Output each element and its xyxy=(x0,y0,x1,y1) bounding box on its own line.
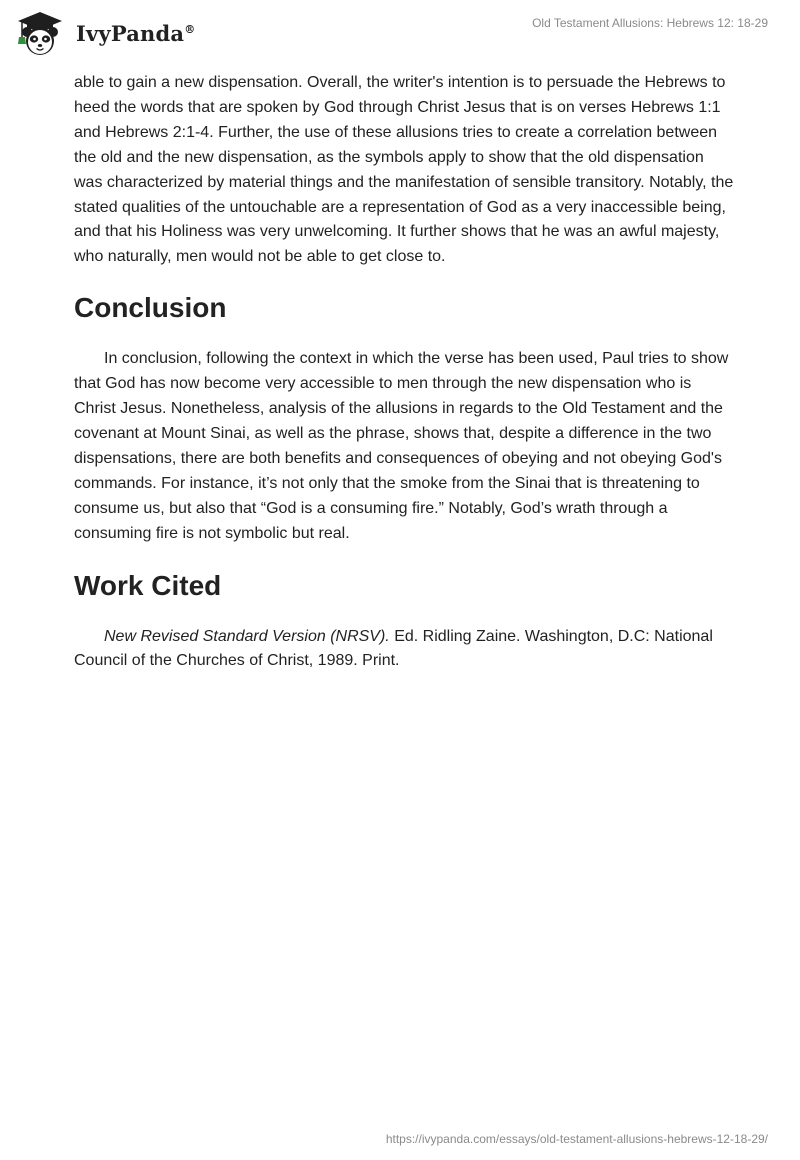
logo-wordmark xyxy=(76,21,195,46)
essay-content xyxy=(74,71,734,674)
conclusion-heading: Conclusion xyxy=(74,292,227,324)
logo-name: IvyPanda xyxy=(76,20,185,46)
ivypanda-logo[interactable] xyxy=(14,8,195,58)
citation-entry xyxy=(74,625,734,675)
works-cited-heading: Work Cited xyxy=(74,569,222,601)
registered-mark: ® xyxy=(184,22,196,36)
footer-url[interactable]: https://ivypanda.com/essays/old-testament-allusions-hebrews-12-18-29/ xyxy=(385,1132,768,1146)
conclusion-paragraph: In conclusion, following the context in which the verse has been used, Paul tries to show that God has now become very accessible to men through the new dispensation who is Christ Jesus. Nonetheless, analysis of the allusions in regards to the Old Testament and the covenant at Mount Sinai, as well as the phrase, shows that, despite a difference in the two dispensations, there are both benefits and consequences of obeying and not obeying God's commands. For instance, it’s not only that the smoke from the Sinai that is threatening to consume us, but also that “God is a consuming fire.” Notably, God’s wrath through a consuming fire is not symbolic but real. xyxy=(74,350,729,542)
panda-graduate-icon xyxy=(14,8,66,58)
intro-paragraph: able to gain a new dispensation. Overall, the writer's intention is to persuade the Hebrews to heed the words that are spoken by God through Christ Jesus that is on verses Hebrews 1:1 and Hebrews 2:1-4. Further, the use of these allusions tries to create a correlation between the old and the new dispensation, as the symbols apply to show that the old dispensation was characterized by material things and the manifestation of sensible transitory. Notably, the stated qualities of the untouchable are a representation of God as a very inaccessible being, and that his Holiness was very unwelcoming. It further shows that he was an awful majesty, who naturally, men would not be able to get close to. xyxy=(74,74,734,266)
page-header xyxy=(0,0,800,70)
document-title: Old Testament Allusions: Hebrews 12: 18-29 xyxy=(532,16,768,30)
citation-details: Ed. Ridling Zaine. Washington, D.C: National Council of the Churches of Christ, 1989. Print. xyxy=(74,627,713,670)
citation-title: New Revised Standard Version (NRSV). xyxy=(104,627,390,645)
